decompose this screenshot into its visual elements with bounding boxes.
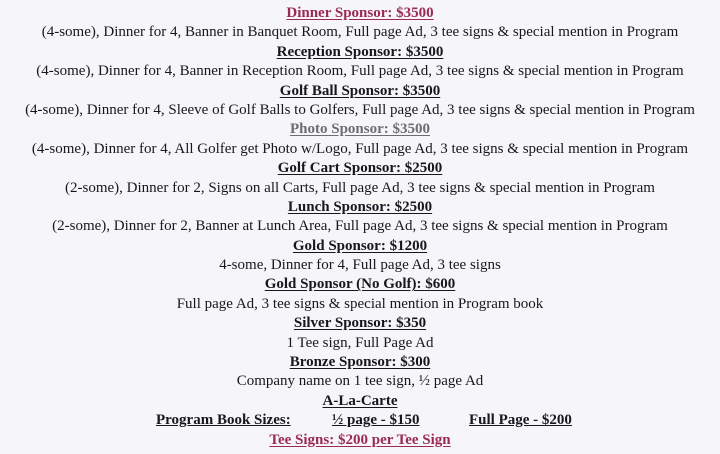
sponsor-details: (4-some), Dinner for 4, All Golfer get Photo w/Logo, Full page Ad, 3 tee signs & special mention in Program (31, 140, 689, 157)
sponsor-title: Reception Sponsor: $3500 (276, 43, 444, 60)
sponsor-title: Silver Sponsor: $350 (293, 315, 427, 332)
sponsor-details: Company name on 1 tee sign, ½ page Ad (236, 373, 484, 390)
program-book-sizes-row (0, 411, 720, 430)
tee-signs-price: Tee Signs: $200 per Tee Sign (269, 431, 451, 448)
half-page-price: ½ page - $150 (332, 412, 420, 429)
sponsor-title: Photo Sponsor: $3500 (289, 121, 431, 138)
alacarte-title: A-La-Carte (322, 392, 398, 409)
sponsor-title: Bronze Sponsor: $300 (289, 354, 431, 371)
sponsor-details: (2-some), Dinner for 2, Banner at Lunch Area, Full page Ad, 3 tee signs & special mention in Program (52, 218, 668, 235)
program-book-sizes-label: Program Book Sizes: (156, 412, 291, 429)
full-page-price: Full Page - $200 (469, 412, 572, 429)
sponsor-details: (4-some), Dinner for 4, Sleeve of Golf Balls to Golfers, Full page Ad, 3 tee signs & special mention in Program (25, 101, 695, 118)
sponsor-details: (4-some), Dinner for 4, Banner in Banquet Room, Full page Ad, 3 tee signs & special mention in Program (41, 24, 679, 41)
sponsor-title: Gold Sponsor (No Golf): $600 (264, 276, 456, 293)
sponsor-title: Dinner Sponsor: $3500 (286, 5, 434, 21)
sponsor-title: Lunch Sponsor: $2500 (287, 198, 433, 215)
sponsor-details: 1 Tee sign, Full Page Ad (286, 334, 434, 351)
sponsor-title: Golf Ball Sponsor: $3500 (279, 82, 441, 99)
sponsor-title: Golf Cart Sponsor: $2500 (277, 160, 443, 177)
sponsor-list (0, 4, 720, 392)
sponsor-details: 4-some, Dinner for 4, Full page Ad, 3 tee signs (219, 257, 501, 274)
sponsor-details: (2-some), Dinner for 2, Signs on all Carts, Full page Ad, 3 tee signs & special mention in Program (65, 179, 655, 196)
sponsor-title: Gold Sponsor: $1200 (292, 237, 428, 254)
sponsor-details: Full page Ad, 3 tee signs & special mention in Program book (176, 295, 544, 312)
sponsor-details: (4-some), Dinner for 4, Banner in Reception Room, Full page Ad, 3 tee signs & special mention in Program (36, 63, 684, 80)
